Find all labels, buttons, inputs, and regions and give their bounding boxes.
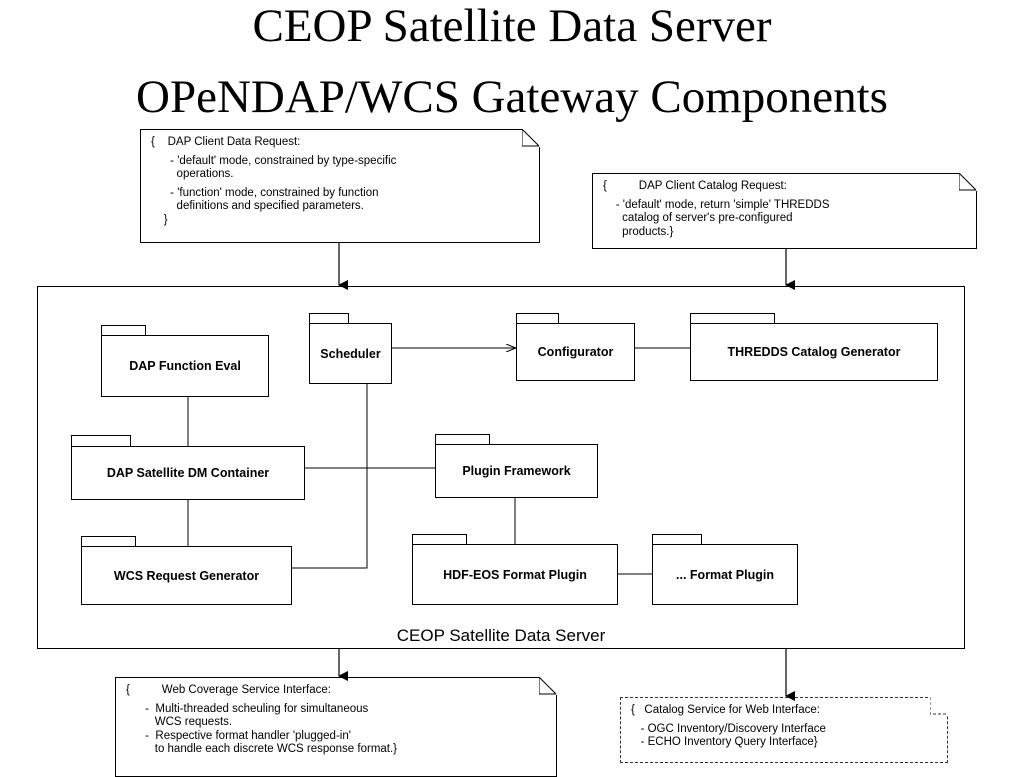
note-line: products.} bbox=[603, 225, 674, 238]
component-label: Plugin Framework bbox=[462, 464, 571, 478]
component-label: THREDDS Catalog Generator bbox=[727, 345, 901, 359]
title-line-1: CEOP Satellite Data Server bbox=[252, 0, 772, 52]
component-label: Scheduler bbox=[320, 346, 381, 361]
title-line-2: OPeNDAP/WCS Gateway Components bbox=[136, 71, 888, 123]
note-line: catalog of server's pre-configured bbox=[603, 212, 793, 224]
note-line: operations. bbox=[151, 168, 234, 180]
component-scheduler bbox=[309, 323, 392, 384]
component-label: DAP Satellite DM Container bbox=[106, 466, 270, 480]
note-line: - OGC Inventory/Discovery Interface bbox=[631, 722, 826, 735]
component-tab bbox=[71, 435, 131, 446]
note-line: } bbox=[151, 213, 168, 226]
note-line: { Web Coverage Service Interface: bbox=[126, 684, 331, 696]
note-web-coverage-service-interface bbox=[115, 677, 557, 777]
note-line: - 'default' mode, constrained by type-specific bbox=[151, 154, 397, 167]
note-lines bbox=[126, 684, 546, 757]
note-dap-client-data-request bbox=[140, 129, 540, 243]
note-line: WCS requests. bbox=[126, 716, 233, 728]
component-label: HDF-EOS Format Plugin bbox=[443, 567, 587, 582]
note-fold-icon bbox=[522, 129, 540, 147]
note-line: - ECHO Inventory Query Interface} bbox=[631, 736, 818, 748]
note-line: { DAP Client Catalog Request: bbox=[603, 180, 787, 192]
note-catalog-service-for-web-interface bbox=[620, 697, 948, 763]
note-line: - 'default' mode, return 'simple' THREDDS bbox=[603, 198, 830, 211]
note-line: - Respective format handler 'plugged-in' bbox=[126, 729, 351, 742]
note-lines bbox=[603, 180, 966, 239]
note-line: { Catalog Service for Web Interface: bbox=[631, 704, 820, 716]
note-line: definitions and specified parameters. bbox=[151, 200, 364, 212]
component-label: WCS Request Generator bbox=[113, 568, 260, 583]
component-thredds-catalog-generator bbox=[690, 323, 938, 381]
note-line: to handle each discrete WCS response format.} bbox=[126, 743, 398, 755]
note-lines bbox=[631, 704, 937, 750]
note-fold-icon bbox=[959, 173, 977, 191]
note-line: - 'function' mode, constrained by function bbox=[151, 186, 379, 199]
component-label: ... Format Plugin bbox=[676, 567, 774, 582]
component-dap-satellite-dm-container bbox=[71, 446, 305, 500]
note-lines bbox=[151, 136, 529, 227]
component-label: DAP Function Eval bbox=[129, 359, 241, 373]
component-dap-function-eval bbox=[101, 335, 269, 397]
component-hdf-eos-format-plugin bbox=[412, 544, 618, 605]
component-format-plugin bbox=[652, 544, 798, 605]
server-label: CEOP Satellite Data Server bbox=[396, 626, 606, 645]
note-fold-icon bbox=[930, 697, 948, 715]
component-plugin-framework bbox=[435, 444, 598, 498]
note-dap-client-catalog-request bbox=[592, 173, 977, 249]
note-line: { DAP Client Data Request: bbox=[151, 136, 301, 148]
component-label: Configurator bbox=[537, 345, 614, 359]
component-wcs-request-generator bbox=[81, 546, 292, 605]
component-configurator bbox=[516, 323, 635, 381]
note-fold-icon bbox=[539, 677, 557, 695]
note-line: - Multi-threaded scheuling for simultaneous bbox=[126, 702, 369, 715]
